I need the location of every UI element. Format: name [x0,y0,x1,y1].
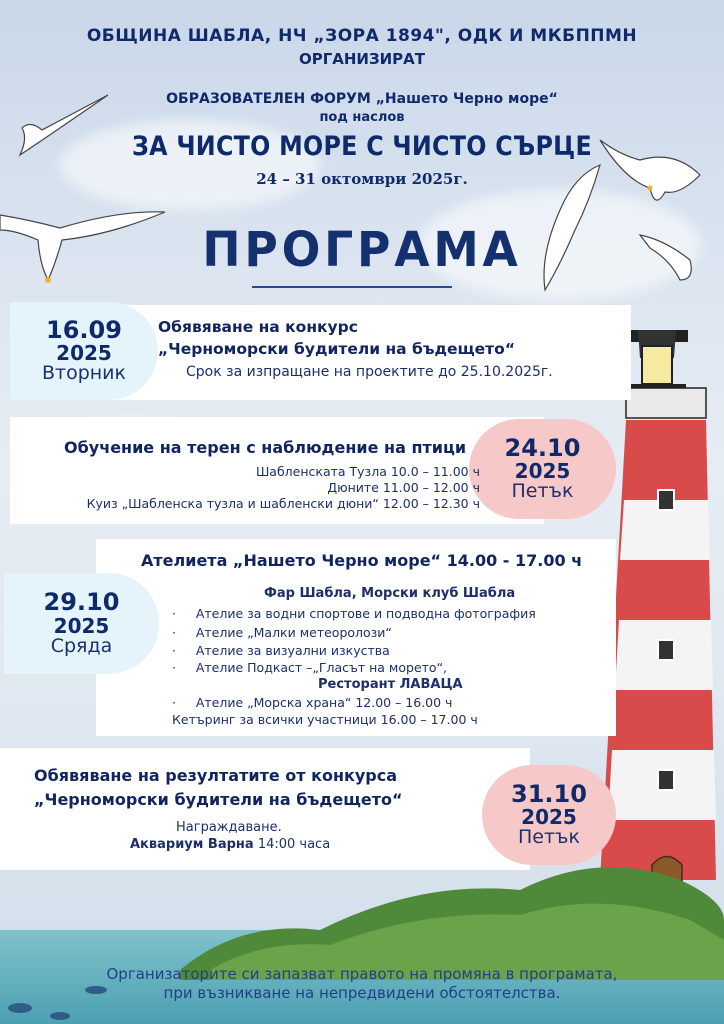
event-deadline: Срок за изпращане на проектите до 25.10.2025г. [186,364,553,380]
schedule-line: Дюните 11.00 – 12.00 ч [327,480,480,495]
organize-verb: ОРГАНИЗИРАТ [298,50,426,68]
date-badge-1 [10,302,158,400]
organizers-line: ОБЩИНА ШАБЛА, НЧ „ЗОРА 1894", ОДК И МКБППМН [86,26,638,46]
workshop-item: · Ателие за водни спортове и подводна фотография [172,606,536,621]
award-label: Награждаване. [176,820,282,835]
date-badge-3 [4,573,159,674]
event-title: Обучение на терен с наблюдение на птици [64,438,467,457]
date-weekday: Сряда [50,634,113,657]
event-title: Обявяване на конкурс [158,318,358,336]
schedule-line: Куиз „Шабленска тузла и шабленски дюни“ 12.00 – 12.30 ч [86,496,480,511]
event-title: Обявяване на резултатите от конкурса [34,766,398,785]
workshop-item: · Ателие „Морска храна“ 12.00 – 16.00 ч [172,695,453,710]
date-day: 24.10 [504,433,581,462]
date-day: 31.10 [511,779,587,808]
event-slogan: ЗА ЧИСТО МОРЕ С ЧИСТО СЪРЦЕ [132,131,592,162]
subtitle-label: под наслов [319,110,405,125]
event-dates: 24 – 31 октомври 2025г. [256,170,468,188]
date-year: 2025 [53,613,110,638]
schedule-line: Шабленската Тузла 10.0 – 11.00 ч [255,464,480,479]
venue-label: Ресторант ЛАВАЦА [318,677,463,692]
date-badge-4 [482,765,616,865]
award-place: Аквариум Варна 14:00 часа [130,837,331,852]
heading-underline [252,286,452,288]
date-year: 2025 [56,341,112,366]
workshop-item: · Ателие „Малки метеоролози“ [172,625,392,640]
footer-note: Организаторите си запазват правото на промяна в програмата, [106,965,618,983]
workshop-item: · Ателие Подкаст –„Гласът на морето“, [172,660,448,675]
footer-note: при възникване на непредвидени обстоятелства. [163,984,561,1002]
event-title: „Черноморски будители на бъдещето“ [34,790,403,809]
date-badge-2 [469,419,616,519]
event-title: „Черноморски будители на бъдещето“ [158,340,515,358]
date-year: 2025 [514,459,571,484]
date-day: 16.09 [46,315,122,344]
date-year: 2025 [521,805,577,830]
date-weekday: Вторник [41,362,127,385]
program-heading: ПРОГРАМА [202,222,522,278]
date-weekday: Петък [518,826,580,849]
forum-title: ОБРАЗОВАТЕЛЕН ФОРУМ „Нашето Черно море“ [166,91,558,107]
date-day: 29.10 [43,588,120,617]
catering-line: Кетъринг за всички участници 16.00 – 17.00 ч [172,712,478,727]
date-weekday: Петък [511,480,574,503]
workshop-item: · Ателие за визуални изкуства [172,643,390,658]
venue-label: Фар Шабла, Морски клуб Шабла [264,586,516,601]
event-title: Ателиета „Нашето Черно море“ 14.00 - 17.00 ч [141,551,583,570]
